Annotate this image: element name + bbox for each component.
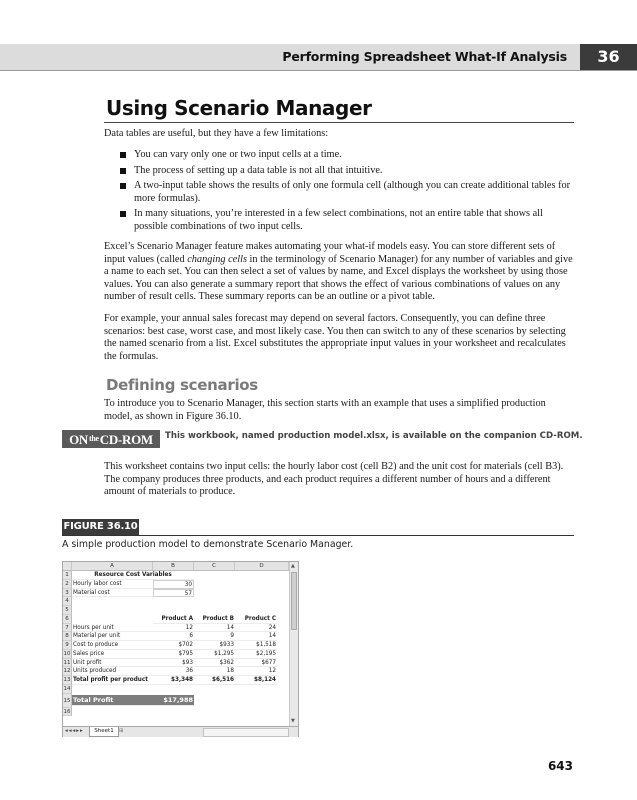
row-header[interactable]: 3 (63, 589, 72, 598)
value-cell[interactable]: 14 (194, 624, 235, 633)
value-cell[interactable]: 6 (153, 632, 194, 641)
material-cost-label-cell[interactable]: Material cost (72, 589, 153, 598)
running-title: Performing Spreadsheet What-If Analysis (282, 49, 567, 64)
bullet-square-icon (120, 183, 126, 189)
body-paragraph: To introduce you to Scenario Manager, this section starts with an example that uses a simplified production model, as shown in Figure 36.10. (104, 398, 546, 422)
product-a-header-cell[interactable]: Product A (153, 615, 194, 624)
material-cost-input-cell[interactable]: 57 (153, 589, 194, 598)
vertical-scrollbar[interactable] (289, 562, 298, 726)
sheet-navigation-arrows-icon[interactable]: ◂◂◂▸▸ (65, 728, 84, 734)
row-header[interactable]: 12 (63, 668, 71, 675)
body-paragraph: Excel’s Scenario Manager feature makes automating your what-if models easy. You can store different sets of input values (called changing cells in the terminology of Scenario Manager) for any number of variables and give a name to each set. You can then select a set of values by name, and Excel displays the worksheet by using those values. You can also generate a summary report that shows the effect of various combinations of values on any number of result cells. These summary reports can be an outline or a pivot table. (104, 241, 573, 303)
row-header[interactable]: 2 (63, 580, 72, 589)
value-cell[interactable]: $933 (194, 641, 235, 650)
cdrom-note: This workbook, named production model.xlsx, is available on the companion CD-ROM. (165, 431, 583, 441)
row-label-cell[interactable]: Cost to produce (72, 641, 153, 650)
value-cell[interactable]: $8,124 (235, 676, 277, 685)
page-number: 643 (547, 759, 573, 773)
on-the-cdrom-badge: $ON^{the}CD$-ROM (62, 430, 160, 448)
row-header[interactable]: 9 (63, 641, 72, 650)
value-cell[interactable]: $795 (153, 650, 194, 659)
row-header[interactable]: 10 (63, 650, 71, 657)
column-header-b[interactable]: B (153, 562, 194, 571)
row-header[interactable]: 14 (63, 685, 71, 692)
row-header[interactable]: 4 (63, 597, 72, 606)
scroll-down-icon[interactable]: ▼ (291, 718, 295, 724)
section-title-rule (104, 122, 574, 123)
bullet-square-icon (120, 168, 126, 174)
value-cell[interactable]: $1,295 (194, 650, 235, 659)
list-item: A two-input table shows the results of only one formula cell (although you can create additional tables for more formulas). (112, 180, 574, 205)
sheet-title-cell[interactable]: Resource Cost Variables (72, 571, 194, 580)
row-label-cell[interactable]: Total profit per product (72, 676, 153, 685)
paragraph-block (104, 398, 573, 423)
value-cell[interactable]: 9 (194, 632, 235, 641)
value-cell[interactable]: $6,516 (194, 676, 235, 685)
intro-paragraph: Data tables are useful, but they have a few limitations: (104, 128, 329, 139)
sheet-tab[interactable]: Sheet1 (89, 727, 119, 737)
value-cell[interactable]: $362 (194, 659, 235, 668)
row-label-cell[interactable]: Sales price (72, 650, 153, 659)
product-c-header-cell[interactable]: Product C (235, 615, 277, 624)
value-cell[interactable]: 12 (235, 667, 277, 676)
sheet-tab-bar (63, 726, 298, 737)
body-paragraph: For example, your annual sales forecast may depend on several factors. Consequently, you can define three scenarios: best case, worst case, and most likely case. You then can switch to any of these scenarios by selecting the named scenario from a list. Excel substitutes the appropriate input values in your worksheet and recalculates the formulas. (104, 313, 566, 362)
value-cell[interactable]: 36 (153, 667, 194, 676)
column-header-c[interactable]: C (194, 562, 235, 571)
value-cell[interactable]: $702 (153, 641, 194, 650)
value-cell[interactable]: $677 (235, 659, 277, 668)
figure-caption: A simple production model to demonstrate Scenario Manager. (62, 539, 354, 550)
value-cell[interactable]: 12 (153, 624, 194, 633)
bullet-square-icon (120, 152, 126, 158)
scroll-thumb[interactable] (291, 572, 297, 630)
row-label-cell[interactable]: Hours per unit (72, 624, 153, 633)
worksheet-grid (63, 562, 289, 726)
paragraph-block (104, 313, 573, 363)
value-cell[interactable]: $2,195 (235, 650, 277, 659)
total-profit-label-cell[interactable]: Total Profit (72, 695, 153, 706)
value-cell[interactable]: $3,348 (153, 676, 194, 685)
row-header[interactable]: 5 (63, 606, 72, 615)
figure-label: FIGURE 36.10 (62, 519, 139, 535)
column-header-a[interactable]: A (72, 562, 153, 571)
row-header[interactable]: 8 (63, 632, 72, 641)
row-header[interactable]: 11 (63, 659, 71, 666)
paragraph-block (104, 461, 573, 499)
value-cell[interactable]: 18 (194, 667, 235, 676)
subsection-title: Defining scenarios (106, 376, 258, 394)
product-b-header-cell[interactable]: Product B (194, 615, 235, 624)
total-profit-value-cell[interactable]: $17,988 (153, 695, 194, 706)
row-label-cell[interactable]: Unit profit (72, 659, 153, 668)
row-label-cell[interactable]: Units produced (72, 667, 153, 676)
section-title: Using Scenario Manager (106, 96, 372, 120)
running-header (0, 44, 637, 71)
limitations-list (112, 149, 574, 234)
value-cell[interactable]: 14 (235, 632, 277, 641)
insert-sheet-icon[interactable]: ⊞ (119, 728, 124, 734)
row-header[interactable]: 13 (63, 677, 71, 683)
limitations-list-block (112, 149, 574, 237)
figure-rule (62, 535, 574, 536)
chapter-number-tab: 36 (580, 44, 637, 70)
row-label-cell[interactable]: Material per unit (72, 632, 153, 641)
scroll-up-icon[interactable]: ▲ (291, 563, 295, 569)
value-cell[interactable]: 24 (235, 624, 277, 633)
paragraph-block (104, 241, 573, 304)
row-header[interactable]: 1 (63, 571, 72, 580)
labor-cost-label-cell[interactable]: Hourly labor cost (72, 580, 153, 589)
list-item: In many situations, you’re interested in a few select combinations, not an entire table that shows all possible combinations of two input cells. (112, 208, 574, 233)
list-item: The process of setting up a data table is not all that intuitive. (112, 165, 574, 178)
value-cell[interactable]: $93 (153, 659, 194, 668)
value-cell[interactable]: $1,518 (235, 641, 277, 650)
row-header[interactable]: 7 (63, 624, 72, 633)
bullet-square-icon (120, 211, 126, 217)
list-item: You can vary only one or two input cells at a time. (112, 149, 574, 162)
body-paragraph: This worksheet contains two input cells: the hourly labor cost (cell B2) and the unit cost for materials (cell B3). The company produces three products, and each product requires a different number of hours and a different amount of materials to produce. (104, 461, 564, 498)
column-header-d[interactable]: D (235, 562, 289, 571)
spreadsheet-screenshot (62, 561, 299, 737)
labor-cost-input-cell[interactable]: 30 (153, 580, 194, 589)
section-intro-block (104, 128, 573, 141)
row-header[interactable]: 15 (63, 694, 72, 708)
row-header[interactable]: 6 (63, 615, 72, 624)
select-all-corner[interactable] (63, 562, 72, 571)
row-header[interactable]: 16 (63, 708, 71, 715)
horizontal-scrollbar[interactable] (203, 728, 289, 737)
